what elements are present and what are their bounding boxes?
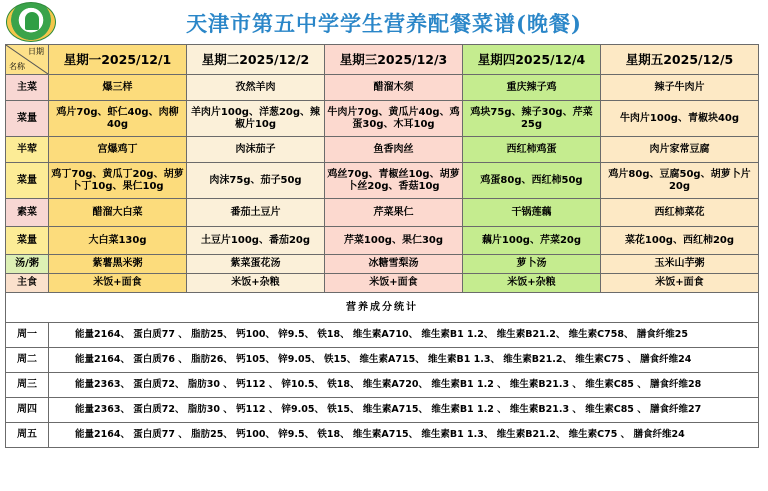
menu-cell: 鸡片80g、豆腐50g、胡萝卜片20g xyxy=(601,163,759,199)
stats-values: 能量2164、 蛋白质77 、 脂肪25、 钙100、 锌9.5、 铁18、 维生素A710、 维生素B1 1.2、 维生素B21.2、 维生素C758、 膳食纤维25 xyxy=(49,323,759,348)
menu-cell: 米饭+面食 xyxy=(325,274,463,293)
menu-cell: 米饭+杂粮 xyxy=(187,274,325,293)
menu-cell: 鸡块75g、辣子30g、芹菜25g xyxy=(463,101,601,137)
stats-day-label: 周五 xyxy=(6,423,49,448)
menu-row-staple xyxy=(6,274,759,293)
row-label: 半荤 xyxy=(6,137,49,163)
menu-cell: 番茄土豆片 xyxy=(187,199,325,227)
menu-cell: 紫薯黑米粥 xyxy=(49,255,187,274)
menu-cell: 藕片100g、芹菜20g xyxy=(463,227,601,255)
menu-cell: 羊肉片100g、洋葱20g、辣椒片10g xyxy=(187,101,325,137)
menu-table xyxy=(5,44,759,448)
day-header: 星期四2025/12/4 xyxy=(463,45,601,75)
stats-day-label: 周一 xyxy=(6,323,49,348)
menu-cell: 西红柿菜花 xyxy=(601,199,759,227)
stats-row xyxy=(6,373,759,398)
day-header: 星期五2025/12/5 xyxy=(601,45,759,75)
menu-row-vegetable-amount xyxy=(6,227,759,255)
menu-cell: 醋溜木须 xyxy=(325,75,463,101)
menu-cell: 紫菜蛋花汤 xyxy=(187,255,325,274)
menu-row-half-meat-amount xyxy=(6,163,759,199)
menu-cell: 鸡丝70g、青椒丝10g、胡萝卜丝20g、香菇10g xyxy=(325,163,463,199)
menu-row-soup xyxy=(6,255,759,274)
menu-cell: 干锅莲藕 xyxy=(463,199,601,227)
stats-day-label: 周四 xyxy=(6,398,49,423)
stats-title-row xyxy=(6,293,759,323)
menu-cell: 孜然羊肉 xyxy=(187,75,325,101)
page-title: 天津市第五中学学生营养配餐菜谱(晚餐) xyxy=(186,11,582,36)
day-header: 星期三2025/12/3 xyxy=(325,45,463,75)
menu-cell: 肉沫75g、茄子50g xyxy=(187,163,325,199)
row-label: 菜量 xyxy=(6,227,49,255)
stats-row xyxy=(6,398,759,423)
menu-cell: 菜花100g、西红柿20g xyxy=(601,227,759,255)
menu-cell: 辣子牛肉片 xyxy=(601,75,759,101)
menu-cell: 萝卜汤 xyxy=(463,255,601,274)
stats-row xyxy=(6,423,759,448)
menu-cell: 醋溜大白菜 xyxy=(49,199,187,227)
day-header: 星期一2025/12/1 xyxy=(49,45,187,75)
stats-row xyxy=(6,323,759,348)
stats-day-label: 周三 xyxy=(6,373,49,398)
menu-row-main-amount xyxy=(6,101,759,137)
menu-cell: 西红柿鸡蛋 xyxy=(463,137,601,163)
menu-row-half-meat xyxy=(6,137,759,163)
stats-title: 营养成分统计 xyxy=(6,293,759,323)
menu-cell: 冰糖雪梨汤 xyxy=(325,255,463,274)
menu-cell: 米饭+面食 xyxy=(49,274,187,293)
corner-name-label: 名称 xyxy=(9,62,25,71)
stats-values: 能量2363、 蛋白质72、 脂肪30 、 钙112 、 锌9.05、 铁15、 维生素A715、 维生素B1 1.2 、 维生素B21.3 、 维生素C85 、 膳食纤维27 xyxy=(49,398,759,423)
row-label: 汤/粥 xyxy=(6,255,49,274)
menu-cell: 玉米山芋粥 xyxy=(601,255,759,274)
menu-cell: 重庆辣子鸡 xyxy=(463,75,601,101)
menu-cell: 肉片家常豆腐 xyxy=(601,137,759,163)
stats-row xyxy=(6,348,759,373)
stats-values: 能量2164、 蛋白质77 、 脂肪25、 钙100、 锌9.5、 铁18、 维生素A715、 维生素B1 1.3、 维生素B21.2、 维生素C75 、 膳食纤维24 xyxy=(49,423,759,448)
menu-cell: 米饭+杂粮 xyxy=(463,274,601,293)
stats-day-label: 周二 xyxy=(6,348,49,373)
row-label: 主食 xyxy=(6,274,49,293)
menu-cell: 宫爆鸡丁 xyxy=(49,137,187,163)
menu-cell: 鸡片70g、虾仁40g、肉柳40g xyxy=(49,101,187,137)
menu-cell: 芹菜果仁 xyxy=(325,199,463,227)
menu-cell: 牛肉片70g、黄瓜片40g、鸡蛋30g、木耳10g xyxy=(325,101,463,137)
corner-cell xyxy=(6,45,49,75)
row-label: 素菜 xyxy=(6,199,49,227)
menu-cell: 土豆片100g、番茄20g xyxy=(187,227,325,255)
menu-cell: 鱼香肉丝 xyxy=(325,137,463,163)
menu-cell: 大白菜130g xyxy=(49,227,187,255)
menu-cell: 牛肉片100g、青椒块40g xyxy=(601,101,759,137)
day-header-row xyxy=(6,45,759,75)
corner-date-label: 日期 xyxy=(28,47,44,56)
menu-cell: 芹菜100g、果仁30g xyxy=(325,227,463,255)
stats-values: 能量2164、 蛋白质76 、 脂肪26、 钙105、 锌9.05、 铁15、 维生素A715、 维生素B1 1.3、 维生素B21.2、 维生素C75 、 膳食纤维24 xyxy=(49,348,759,373)
row-label: 菜量 xyxy=(6,163,49,199)
header xyxy=(0,0,768,44)
menu-cell: 鸡丁70g、黄瓜丁20g、胡萝卜丁10g、果仁10g xyxy=(49,163,187,199)
day-header: 星期二2025/12/2 xyxy=(187,45,325,75)
menu-cell: 肉沫茄子 xyxy=(187,137,325,163)
row-label: 主菜 xyxy=(6,75,49,101)
menu-cell: 鸡蛋80g、西红柿50g xyxy=(463,163,601,199)
menu-row-vegetable xyxy=(6,199,759,227)
menu-row-main xyxy=(6,75,759,101)
menu-cell: 米饭+面食 xyxy=(601,274,759,293)
row-label: 菜量 xyxy=(6,101,49,137)
menu-cell: 爆三样 xyxy=(49,75,187,101)
stats-values: 能量2363、 蛋白质72、 脂肪30 、 钙112 、 锌10.5、 铁18、 维生素A720、 维生素B1 1.2 、 维生素B21.3 、 维生素C85 、 膳食纤维28 xyxy=(49,373,759,398)
